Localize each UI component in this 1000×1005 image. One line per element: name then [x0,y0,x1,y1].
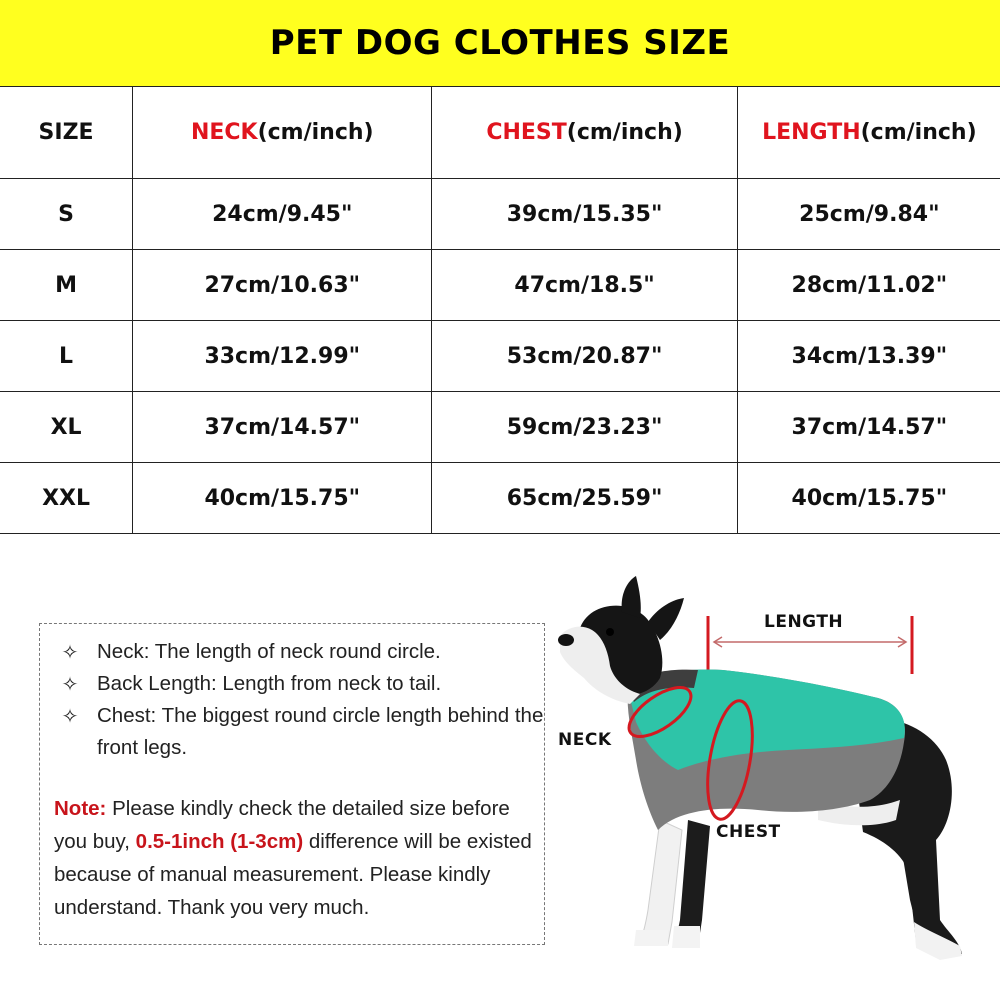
table-row [0,463,1000,534]
title-banner [0,0,1000,86]
length-cell: 34cm/13.39" [737,321,1000,392]
length-label: LENGTH [764,612,844,632]
size-cell: L [0,321,133,392]
sparkle-bullet-icon: ✧ [61,640,79,664]
neck-cell: 37cm/14.57" [133,392,432,463]
column-header-highlight: CHEST [486,120,567,145]
front-paw [672,926,700,948]
table-row [0,321,1000,392]
neck-cell: 40cm/15.75" [133,463,432,534]
chest-cell: 39cm/15.35" [432,179,737,250]
neck-cell: 33cm/12.99" [133,321,432,392]
note-label: Note: [54,797,107,820]
chest-cell: 59cm/23.23" [432,392,737,463]
chest-cell: 65cm/25.59" [432,463,737,534]
note-text: difference will be existed because of manual measurement. Please kindly understand. Thank you very much. [54,830,532,919]
column-header-highlight: LENGTH [762,120,861,145]
dog-eye [606,628,614,636]
length-cell: 40cm/15.75" [737,463,1000,534]
column-header-length [737,87,1000,179]
table-row [0,392,1000,463]
note-list [55,636,545,764]
neck-cell: 27cm/10.63" [133,250,432,321]
note-text: Please kindly check the detailed size before you buy, [54,797,510,853]
length-cell: 25cm/9.84" [737,179,1000,250]
table-row [0,179,1000,250]
column-header-neck [133,87,432,179]
column-header-unit: (cm/inch) [860,120,977,145]
front-leg-left [640,820,682,944]
page-title: PET DOG CLOTHES SIZE [269,23,731,63]
table-header-row [0,87,1000,179]
length-cell: 37cm/14.57" [737,392,1000,463]
note-paragraph [54,792,539,924]
chest-label: CHEST [716,822,781,842]
size-cell: XL [0,392,133,463]
neck-cell: 24cm/9.45" [133,179,432,250]
note-item-back-length [55,668,545,700]
length-cell: 28cm/11.02" [737,250,1000,321]
dog-illustration [548,570,1000,1000]
table-row [0,250,1000,321]
note-item-text: Neck: The length of neck round circle. [97,640,441,663]
chest-cell: 53cm/20.87" [432,321,737,392]
note-item-text: Back Length: Length from neck to tail. [97,672,442,695]
dog-nose [558,634,574,646]
neck-label: NECK [558,730,612,750]
dog-ear-left [622,576,641,618]
chest-cell: 47cm/18.5" [432,250,737,321]
size-cell: S [0,179,133,250]
column-header-unit: (cm/inch) [257,120,374,145]
sparkle-bullet-icon: ✧ [61,704,79,728]
measurement-notes-box [39,623,545,945]
size-cell: M [0,250,133,321]
size-table [0,86,1000,534]
column-header-chest [432,87,737,179]
note-highlight: 0.5-1inch (1-3cm) [135,830,304,853]
sparkle-bullet-icon: ✧ [61,672,79,696]
front-paw-left [634,930,668,946]
note-item-text: Chest: The biggest round circle length behind the front legs. [97,704,544,759]
note-item-neck [55,636,545,668]
note-item-chest [55,700,545,764]
dog-measurement-diagram [548,570,1000,1000]
size-cell: XXL [0,463,133,534]
column-header-highlight: NECK [190,120,258,145]
column-header-unit: (cm/inch) [566,120,683,145]
column-header-label: SIZE [38,120,94,145]
column-header-size [0,87,133,179]
